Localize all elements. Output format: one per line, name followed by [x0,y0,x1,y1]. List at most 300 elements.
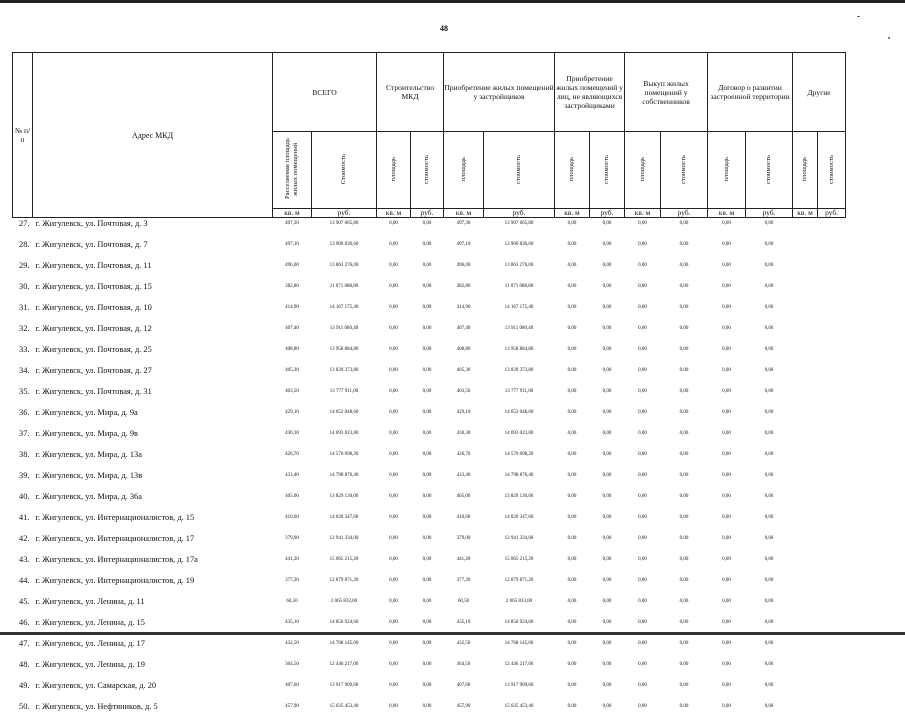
row-value-cell: 0,00 [746,659,793,680]
row-value-cell: 0,00 [708,491,746,512]
row-address: г. Жигулевск, ул. Ленина, д. 17 [33,638,273,659]
row-value-cell [793,386,818,407]
row-value-cell: 430,30 [273,428,312,449]
row-value-cell: 15 635 453,40 [484,701,555,722]
row-number: 50. [13,701,33,722]
row-value-cell: 0,00 [708,596,746,617]
row-value-cell: 410,60 [273,512,312,533]
row-value-cell: 14 167 175,40 [312,302,377,323]
subcolumn-header-label: стоимость [765,155,773,184]
row-value-cell: 379,00 [444,533,484,554]
row-number: 48. [13,659,33,680]
row-value-cell: 0,00 [661,449,708,470]
row-value-cell: 0,00 [625,533,661,554]
subcolumn-header-label: стоимость [680,155,688,184]
row-value-cell: 14 768 145,00 [312,638,377,659]
subcolumn-header [273,132,312,209]
row-value-cell: 0,00 [377,428,411,449]
subcolumn-header-label: площадь [801,157,809,181]
row-value-cell [793,470,818,491]
row-number: 32. [13,323,33,344]
row-value-cell: 14 652 048,60 [312,407,377,428]
row-value-cell [818,491,846,512]
row-value-cell: 0,00 [661,533,708,554]
row-value-cell [793,533,818,554]
row-value-cell: 414,90 [444,302,484,323]
table-row [13,386,846,407]
row-value-cell: 0,00 [708,428,746,449]
row-value-cell: 0,00 [377,638,411,659]
row-value-cell: 0,00 [377,533,411,554]
row-value-cell: 14 652 048,60 [484,407,555,428]
row-value-cell: 432,50 [444,638,484,659]
row-value-cell: 0,00 [661,554,708,575]
row-address: г. Жигулевск, ул. Почтовая, д. 15 [33,281,273,302]
row-value-cell: 0,00 [746,386,793,407]
row-value-cell: 0,00 [661,701,708,722]
table-row [13,575,846,596]
row-value-cell: 405,30 [273,365,312,386]
row-value-cell: 0,00 [708,659,746,680]
row-value-cell: 0,00 [555,638,590,659]
row-value-cell: 14 798 876,40 [484,470,555,491]
row-value-cell: 0,00 [377,575,411,596]
column-header-address: Адрес МКД [33,53,273,218]
row-value-cell [818,386,846,407]
subcolumn-header [746,132,793,209]
row-value-cell: 497,10 [444,239,484,260]
row-value-cell: 407,40 [273,323,312,344]
unit-cell: кв. м [555,209,590,218]
row-value-cell: 0,00 [590,659,625,680]
row-address: г. Жигулевск, ул. Интернационалистов, д. 15 [33,512,273,533]
row-value-cell: 0,00 [625,407,661,428]
row-value-cell [793,638,818,659]
row-value-cell [793,365,818,386]
row-value-cell: 405,00 [273,491,312,512]
row-value-cell: 0,00 [625,638,661,659]
row-number: 27. [13,218,33,240]
subcolumn-header-label: площадь [568,157,576,181]
row-value-cell: 0,00 [590,575,625,596]
row-value-cell: 0,00 [411,365,444,386]
row-value-cell: 0,00 [661,680,708,701]
row-value-cell: 0,00 [625,596,661,617]
row-value-cell: 0,00 [625,281,661,302]
row-address: г. Жигулевск, ул. Почтовая, д. 7 [33,239,273,260]
subcolumn-header [793,132,818,209]
row-value-cell: 0,00 [590,407,625,428]
row-value-cell: 13 917 909,60 [312,680,377,701]
group-header-purchase-developers: Приобретение жилых помещений у застройщиков [444,53,555,132]
row-value-cell: 0,00 [555,491,590,512]
row-value-cell: 0,00 [590,302,625,323]
row-value-cell: 14 856 924,60 [484,617,555,638]
table-row [13,470,846,491]
row-value-cell: 382,80 [444,281,484,302]
row-value-cell [793,575,818,596]
table-row [13,680,846,701]
column-header-number: № п/п [13,53,33,218]
row-value-cell: 0,00 [625,575,661,596]
row-value-cell: 0,00 [377,323,411,344]
row-value-cell: 0,00 [411,680,444,701]
row-number: 39. [13,470,33,491]
row-number: 41. [13,512,33,533]
row-number: 33. [13,344,33,365]
row-value-cell: 0,00 [411,260,444,281]
row-address: г. Жигулевск, ул. Почтовая, д. 10 [33,302,273,323]
row-value-cell [793,281,818,302]
row-value-cell: 0,00 [555,449,590,470]
row-value-cell: 0,00 [746,575,793,596]
row-value-cell: 0,00 [590,239,625,260]
row-value-cell: 13 911 080,40 [312,323,377,344]
row-value-cell: 0,00 [377,491,411,512]
margin-mark: • [888,36,890,42]
row-number: 42. [13,533,33,554]
row-value-cell: 0,00 [590,386,625,407]
row-value-cell: 0,00 [625,344,661,365]
subcolumn-header [377,132,411,209]
row-value-cell: 0,00 [746,470,793,491]
row-address: г. Жигулевск, ул. Мира, д. 13а [33,449,273,470]
row-value-cell: 0,00 [411,428,444,449]
row-value-cell: 13 907 665,80 [312,218,377,240]
row-value-cell: 0,00 [411,407,444,428]
row-value-cell: 441,20 [444,554,484,575]
row-value-cell: 0,00 [625,428,661,449]
table-row [13,638,846,659]
row-value-cell: 13 777 911,00 [312,386,377,407]
unit-cell: руб. [661,209,708,218]
row-value-cell: 435,10 [273,617,312,638]
row-value-cell: 0,00 [625,260,661,281]
row-value-cell: 13 863 276,00 [484,260,555,281]
row-value-cell: 0,00 [377,617,411,638]
row-value-cell: 0,00 [555,470,590,491]
row-value-cell: 0,00 [708,533,746,554]
row-value-cell: 0,00 [746,491,793,512]
row-value-cell: 0,00 [661,575,708,596]
row-value-cell: 0,00 [411,701,444,722]
row-value-cell: 0,00 [746,365,793,386]
row-value-cell [818,512,846,533]
row-value-cell: 0,00 [377,512,411,533]
subcolumn-header-label: площадь [639,157,647,181]
row-value-cell: 0,00 [625,218,661,240]
row-value-cell: 497,10 [273,239,312,260]
row-value-cell: 0,00 [411,470,444,491]
row-value-cell: 430,30 [444,428,484,449]
row-value-cell [818,470,846,491]
row-value-cell: 11 071 088,80 [484,281,555,302]
row-address: г. Жигулевск, ул. Мира, д. 9в [33,428,273,449]
subcolumn-header [555,132,590,209]
row-value-cell: 0,00 [625,701,661,722]
row-value-cell: 0,00 [590,701,625,722]
row-value-cell: 0,00 [377,680,411,701]
row-value-cell [818,701,846,722]
row-number: 46. [13,617,33,638]
row-value-cell: 0,00 [411,659,444,680]
row-value-cell: 414,90 [273,302,312,323]
row-value-cell: 2 065 833,00 [312,596,377,617]
row-value-cell: 407,60 [444,680,484,701]
row-value-cell: 0,00 [377,218,411,240]
row-value-cell: 13 900 836,60 [484,239,555,260]
row-value-cell: 0,00 [411,554,444,575]
row-value-cell: 0,00 [625,302,661,323]
row-value-cell: 497,30 [444,218,484,240]
row-value-cell: 14 570 098,20 [484,449,555,470]
row-number: 30. [13,281,33,302]
row-number: 37. [13,428,33,449]
row-value-cell [818,365,846,386]
row-value-cell: 0,00 [411,302,444,323]
row-value-cell: 0,00 [590,554,625,575]
row-value-cell: 0,00 [661,428,708,449]
row-value-cell [793,449,818,470]
row-value-cell: 0,00 [590,323,625,344]
row-value-cell: 433,40 [273,470,312,491]
unit-cell: кв. м [793,209,818,218]
row-value-cell: 0,00 [746,617,793,638]
row-value-cell: 2 065 833,00 [484,596,555,617]
row-value-cell: 0,00 [661,365,708,386]
group-header-total: ВСЕГО [273,53,377,132]
row-value-cell: 0,00 [746,428,793,449]
row-value-cell: 0,00 [555,428,590,449]
row-value-cell: 0,00 [661,302,708,323]
row-value-cell: 0,00 [746,302,793,323]
row-value-cell: 426,70 [273,449,312,470]
row-value-cell: 11 071 088,80 [312,281,377,302]
row-value-cell: 405,00 [444,491,484,512]
row-value-cell: 426,70 [444,449,484,470]
row-value-cell: 0,00 [555,701,590,722]
row-value-cell: 0,00 [377,365,411,386]
row-value-cell: 0,00 [746,449,793,470]
row-value-cell: 0,00 [746,596,793,617]
row-value-cell: 13 958 884,80 [312,344,377,365]
table-row [13,260,846,281]
row-value-cell: 364,50 [273,659,312,680]
row-value-cell [818,575,846,596]
group-header-buyout-owners: Выкуп жилых помещений у собственников [625,53,708,132]
subcolumn-header [590,132,625,209]
row-value-cell [818,533,846,554]
unit-cell: руб. [312,209,377,218]
row-value-cell: 379,00 [273,533,312,554]
row-value-cell: 0,00 [411,512,444,533]
row-value-cell [793,428,818,449]
row-value-cell [818,428,846,449]
row-value-cell: 0,00 [661,386,708,407]
subcolumn-header [818,132,846,209]
row-value-cell: 0,00 [377,554,411,575]
row-value-cell: 0,00 [746,218,793,240]
table-row [13,512,846,533]
row-value-cell: 0,00 [411,344,444,365]
row-value-cell: 13 917 909,60 [484,680,555,701]
row-value-cell: 0,00 [590,449,625,470]
row-value-cell [793,491,818,512]
row-value-cell: 497,30 [273,218,312,240]
subcolumn-header-label: Стоимость [340,154,348,184]
row-value-cell: 441,20 [273,554,312,575]
unit-cell: руб. [484,209,555,218]
row-value-cell: 0,00 [708,386,746,407]
row-value-cell: 0,00 [661,407,708,428]
row-value-cell: 0,00 [411,281,444,302]
row-value-cell: 0,00 [590,344,625,365]
unit-cell: руб. [818,209,846,218]
row-value-cell: 0,00 [746,554,793,575]
row-value-cell: 13 911 080,40 [484,323,555,344]
row-value-cell: 407,60 [273,680,312,701]
row-value-cell [818,281,846,302]
row-value-cell: 60,50 [273,596,312,617]
row-value-cell: 0,00 [377,659,411,680]
row-value-cell [793,680,818,701]
row-value-cell: 12 941 334,00 [312,533,377,554]
row-value-cell: 0,00 [746,344,793,365]
row-value-cell: 0,00 [708,281,746,302]
row-address: г. Жигулевск, ул. Мира, д. 13в [33,470,273,491]
row-value-cell: 13 839 373,80 [312,365,377,386]
row-value-cell: 0,00 [590,218,625,240]
row-value-cell: 0,00 [661,596,708,617]
row-value-cell: 0,00 [661,617,708,638]
row-value-cell: 14 768 145,00 [484,638,555,659]
row-value-cell: 435,10 [444,617,484,638]
row-value-cell: 14 020 347,60 [312,512,377,533]
page-number: 48 [440,24,448,33]
row-value-cell [793,407,818,428]
subcolumn-header-label: Расселяемая площадь жилых помещений [284,133,300,205]
row-value-cell: 0,00 [411,491,444,512]
group-header-construction: Строительство МКД [377,53,444,132]
row-value-cell: 0,00 [555,533,590,554]
row-value-cell: 0,00 [377,596,411,617]
subcolumn-header [661,132,708,209]
row-value-cell [818,449,846,470]
row-address: г. Жигулевск, ул. Интернационалистов, д. 19 [33,575,273,596]
row-value-cell: 457,90 [273,701,312,722]
row-value-cell: 15 065 215,20 [312,554,377,575]
row-value-cell: 0,00 [746,512,793,533]
row-value-cell: 0,00 [411,239,444,260]
row-value-cell: 0,00 [590,617,625,638]
subcolumn-header-label: площадь [390,157,398,181]
row-value-cell: 407,40 [444,323,484,344]
row-value-cell: 13 829 130,00 [484,491,555,512]
subcolumn-header [411,132,444,209]
row-value-cell: 0,00 [708,701,746,722]
row-value-cell: 12 879 871,20 [484,575,555,596]
row-value-cell: 0,00 [661,218,708,240]
row-value-cell [793,344,818,365]
row-value-cell: 0,00 [555,512,590,533]
row-value-cell: 403,50 [444,386,484,407]
row-value-cell: 0,00 [590,428,625,449]
row-value-cell: 0,00 [708,512,746,533]
row-value-cell: 0,00 [708,470,746,491]
row-value-cell [793,323,818,344]
row-number: 47. [13,638,33,659]
row-value-cell: 0,00 [625,491,661,512]
row-value-cell: 0,00 [377,386,411,407]
row-value-cell [818,323,846,344]
row-value-cell: 403,50 [273,386,312,407]
row-value-cell: 0,00 [590,512,625,533]
row-value-cell: 0,00 [625,512,661,533]
row-value-cell: 0,00 [555,365,590,386]
row-address: г. Жигулевск, ул. Мира, д. 36а [33,491,273,512]
row-number: 38. [13,449,33,470]
row-value-cell: 13 907 665,80 [484,218,555,240]
row-value-cell: 14 693 023,80 [484,428,555,449]
row-value-cell: 0,00 [377,701,411,722]
table-row [13,533,846,554]
row-value-cell: 408,80 [273,344,312,365]
row-value-cell: 0,00 [708,344,746,365]
row-value-cell: 0,00 [555,554,590,575]
row-value-cell: 0,00 [555,302,590,323]
table-row [13,596,846,617]
row-value-cell: 14 798 876,40 [312,470,377,491]
row-value-cell: 0,00 [661,638,708,659]
table-row [13,491,846,512]
row-value-cell: 0,00 [555,680,590,701]
row-value-cell: 0,00 [590,260,625,281]
row-value-cell: 12 446 217,00 [312,659,377,680]
row-value-cell: 0,00 [555,617,590,638]
row-value-cell: 0,00 [590,491,625,512]
row-value-cell: 14 570 098,20 [312,449,377,470]
row-address: г. Жигулевск, ул. Почтовая, д. 31 [33,386,273,407]
row-value-cell: 0,00 [661,239,708,260]
subcolumn-header-label: стоимость [423,155,431,184]
row-value-cell: 0,00 [746,533,793,554]
housing-table [12,52,846,722]
row-value-cell [793,554,818,575]
row-value-cell [793,512,818,533]
row-value-cell: 0,00 [411,638,444,659]
row-address: г. Жигулевск, ул. Нефтяников, д. 5 [33,701,273,722]
row-address: г. Жигулевск, ул. Почтовая, д. 3 [33,218,273,240]
table-row [13,281,846,302]
row-value-cell: 0,00 [377,302,411,323]
row-value-cell: 0,00 [411,533,444,554]
row-value-cell: 0,00 [555,575,590,596]
row-value-cell: 0,00 [411,386,444,407]
row-value-cell: 0,00 [377,281,411,302]
row-value-cell: 429,10 [444,407,484,428]
row-value-cell: 0,00 [411,218,444,240]
table-row [13,239,846,260]
row-value-cell [818,344,846,365]
row-value-cell: 0,00 [746,260,793,281]
row-value-cell: 0,00 [411,596,444,617]
row-value-cell: 496,00 [444,260,484,281]
row-address: г. Жигулевск, ул. Интернационалистов, д. 17а [33,554,273,575]
row-value-cell: 13 777 911,00 [484,386,555,407]
unit-cell: кв. м [625,209,661,218]
row-value-cell: 0,00 [661,281,708,302]
row-value-cell: 12 941 334,00 [484,533,555,554]
